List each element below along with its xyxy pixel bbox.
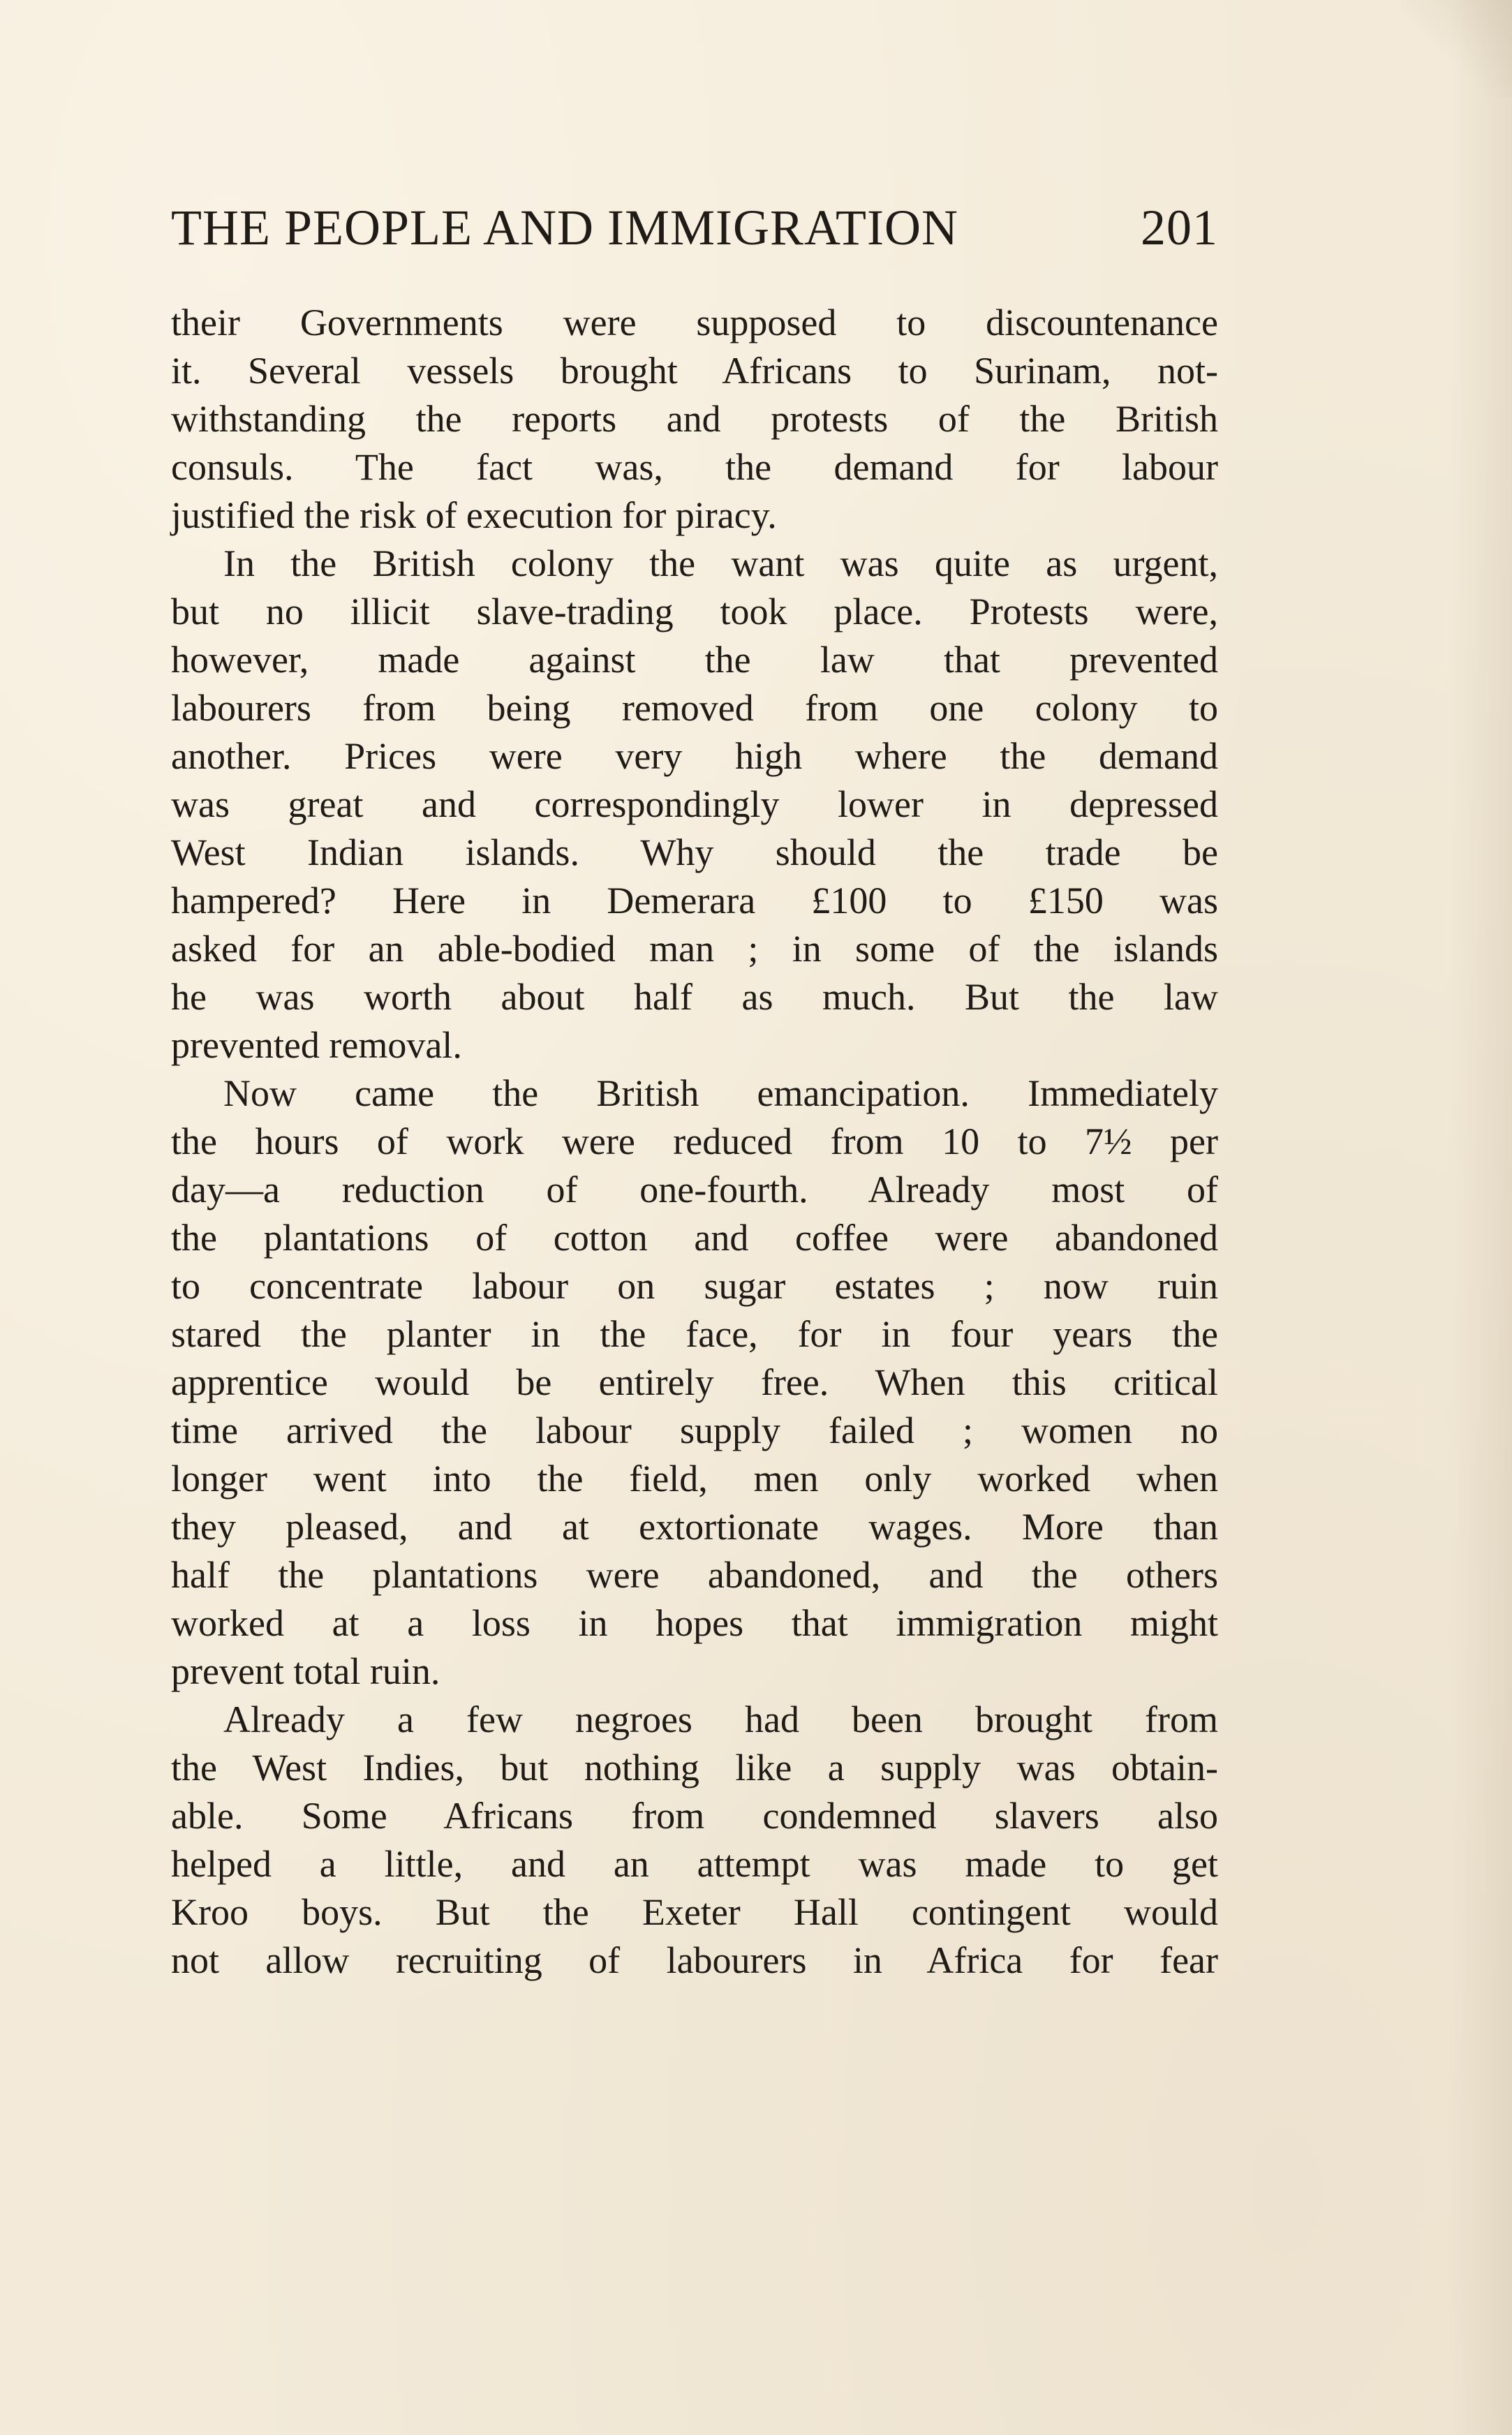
text-line: prevented removal.	[171, 1024, 462, 1066]
text-line: West Indian islands. Why should the trade be	[171, 831, 1218, 873]
text-line: In the British colony the want was quite as urgent,	[223, 542, 1218, 584]
text-line: day—a reduction of one-fourth. Already most of	[171, 1169, 1218, 1211]
text-line: able. Some Africans from condemned slavers also	[171, 1795, 1218, 1837]
text-line: they pleased, and at extortionate wages. More than	[171, 1506, 1218, 1548]
text-line: asked for an able-bodied man ; in some of the islands	[171, 928, 1218, 970]
text-line: longer went into the field, men only worked when	[171, 1458, 1218, 1500]
text-line: Now came the British emancipation. Immediately	[223, 1072, 1218, 1114]
text-line: labourers from being removed from one colony to	[171, 687, 1218, 729]
text-line: Kroo boys. But the Exeter Hall contingent would	[171, 1891, 1218, 1933]
text-line: he was worth about half as much. But the law	[171, 976, 1218, 1018]
running-header	[171, 199, 1218, 262]
text-line: worked at a loss in hopes that immigration might	[171, 1602, 1218, 1644]
text-line: time arrived the labour supply failed ; women no	[171, 1409, 1218, 1451]
text-line: prevent total ruin.	[171, 1650, 440, 1692]
text-line: stared the planter in the face, for in four years the	[171, 1313, 1218, 1355]
text-line: it. Several vessels brought Africans to Surinam, not-	[171, 350, 1218, 392]
text-line: half the plantations were abandoned, and the others	[171, 1554, 1218, 1596]
text-line: Already a few negroes had been brought from	[223, 1698, 1218, 1740]
text-line: however, made against the law that prevented	[171, 639, 1218, 681]
text-line: apprentice would be entirely free. When this critical	[171, 1361, 1218, 1403]
text-line: hampered? Here in Demerara £100 to £150 was	[171, 880, 1218, 922]
text-line: not allow recruiting of labourers in Africa for fear	[171, 1939, 1218, 1981]
text-line: another. Prices were very high where the demand	[171, 735, 1218, 777]
text-line: helped a little, and an attempt was made to get	[171, 1843, 1218, 1885]
page-fold-shadow	[1449, 0, 1512, 2435]
text-line: the West Indies, but nothing like a supply was obtain-	[171, 1747, 1218, 1789]
body-text	[171, 299, 1218, 1985]
text-line: consuls. The fact was, the demand for labour	[171, 446, 1218, 488]
text-line: to concentrate labour on sugar estates ; now ruin	[171, 1265, 1218, 1307]
text-line: justified the risk of execution for piracy.	[171, 494, 777, 536]
text-line: but no illicit slave-trading took place. Protests were,	[171, 591, 1218, 632]
text-line: withstanding the reports and protests of the British	[171, 398, 1218, 440]
page-corner	[1400, 0, 1512, 98]
chapter-title: THE PEOPLE AND IMMIGRATION	[171, 200, 958, 256]
text-line: their Governments were supposed to discountenance	[171, 302, 1218, 343]
text-line: the hours of work were reduced from 10 to 7½ per	[171, 1120, 1218, 1162]
text-line: was great and correspondingly lower in depressed	[171, 783, 1218, 825]
page-number: 201	[1141, 200, 1218, 256]
text-line: the plantations of cotton and coffee were abandoned	[171, 1217, 1218, 1259]
